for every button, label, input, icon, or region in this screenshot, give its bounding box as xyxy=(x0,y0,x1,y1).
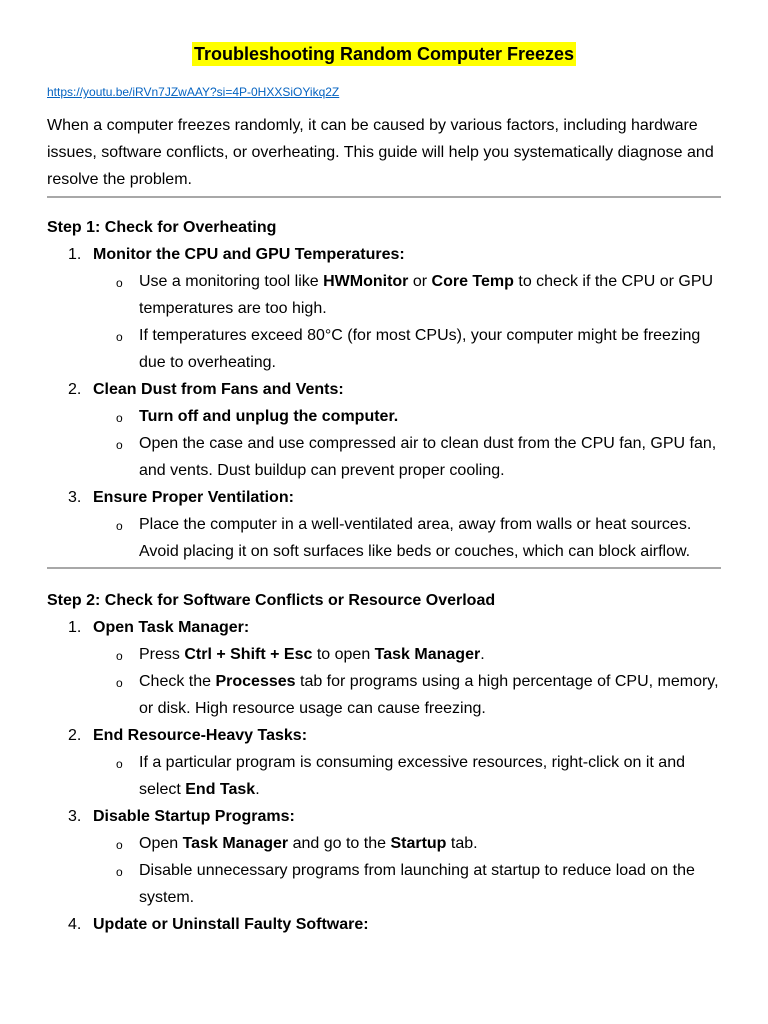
text-segment: If temperatures exceed 80°C (for most CPUs), your computer might be freezing due to overheating. xyxy=(139,327,701,371)
step2-item-4 xyxy=(0,911,768,938)
text-segment: If a particular program is consuming excessive resources, right-click on it and select xyxy=(139,754,685,798)
step1-list xyxy=(0,241,768,565)
title-container xyxy=(0,42,768,69)
text-segment: . xyxy=(255,781,260,798)
list-item xyxy=(0,268,768,322)
list-item xyxy=(0,749,768,803)
text-segment: to open xyxy=(312,646,375,663)
text-segment: Open the case and use compressed air to clean dust from the CPU fan, GPU fan, and vents. Dust buildup can prevent proper cooling. xyxy=(139,435,717,479)
bold-text: HWMonitor xyxy=(323,273,409,290)
list-item xyxy=(0,403,768,430)
text-segment: Open xyxy=(139,835,183,852)
video-link[interactable]: https://youtu.be/iRVn7JZwAAY?si=4P-0HXXSiOYikq2Z xyxy=(47,85,340,99)
text-segment: tab. xyxy=(446,835,478,852)
item-title: End Resource-Heavy Tasks: xyxy=(93,727,308,744)
step1-item-3 xyxy=(0,484,768,565)
bold-text: Task Manager xyxy=(374,646,481,663)
step1-heading: Step 1: Check for Overheating xyxy=(47,219,277,236)
item-number: 3. xyxy=(68,489,82,506)
bold-text: Turn off and unplug the computer. xyxy=(139,408,399,425)
text-segment: Press xyxy=(139,646,185,663)
item-number: 4. xyxy=(68,916,82,933)
step2-item-3 xyxy=(0,803,768,911)
intro-paragraph: When a computer freezes randomly, it can be caused by various factors, including hardware issues, software conflicts, or overheating. This guide will help you systematically diagnose and resolve the problem. xyxy=(47,117,714,188)
bold-text: Startup xyxy=(390,835,447,852)
bold-text: End Task xyxy=(185,781,256,798)
bullet-icon: o xyxy=(116,757,123,771)
list-item xyxy=(0,668,768,722)
bullet-icon: o xyxy=(116,676,123,690)
step1-item-2 xyxy=(0,376,768,484)
bullet-icon: o xyxy=(116,276,123,290)
step1-item-1 xyxy=(0,241,768,376)
item-title: Open Task Manager: xyxy=(93,619,250,636)
item-number: 1. xyxy=(68,246,82,263)
list-item xyxy=(0,857,768,911)
bullet-icon: o xyxy=(116,649,123,663)
item-title: Monitor the CPU and GPU Temperatures: xyxy=(93,246,405,263)
item-title: Ensure Proper Ventilation: xyxy=(93,489,294,506)
item-number: 1. xyxy=(68,619,82,636)
text-segment: Check the xyxy=(139,673,216,690)
step2-item-1 xyxy=(0,614,768,722)
bold-text: Core Temp xyxy=(431,273,514,290)
list-item xyxy=(0,511,768,565)
bullet-icon: o xyxy=(116,438,123,452)
text-segment: to check if the CPU or GPU temperatures are too high. xyxy=(139,273,714,317)
list-item xyxy=(0,641,768,668)
divider-1 xyxy=(47,196,721,198)
list-item xyxy=(0,430,768,484)
item-number: 3. xyxy=(68,808,82,825)
bullet-icon: o xyxy=(116,330,123,344)
list-item xyxy=(0,322,768,376)
text-segment: tab for programs using a high percentage of CPU, memory, or disk. High resource usage can cause freezing. xyxy=(139,673,719,717)
bullet-icon: o xyxy=(116,838,123,852)
text-segment: or xyxy=(408,273,432,290)
item-title: Clean Dust from Fans and Vents: xyxy=(93,381,344,398)
bullet-icon: o xyxy=(116,865,123,879)
text-segment: Disable unnecessary programs from launching at startup to reduce load on the system. xyxy=(139,862,695,906)
text-segment: Use a monitoring tool like xyxy=(139,273,324,290)
step2-item-2 xyxy=(0,722,768,803)
step2-list xyxy=(0,614,768,938)
bold-text: Ctrl + Shift + Esc xyxy=(184,646,313,663)
divider-2 xyxy=(47,567,721,569)
item-number: 2. xyxy=(68,381,82,398)
step2-heading: Step 2: Check for Software Conflicts or Resource Overload xyxy=(47,592,496,609)
bold-text: Processes xyxy=(215,673,296,690)
bold-text: Task Manager xyxy=(182,835,289,852)
bullet-icon: o xyxy=(116,519,123,533)
item-number: 2. xyxy=(68,727,82,744)
item-title: Disable Startup Programs: xyxy=(93,808,295,825)
bullet-icon: o xyxy=(116,411,123,425)
text-segment: . xyxy=(480,646,485,663)
text-segment: Place the computer in a well-ventilated area, away from walls or heat sources. Avoid placing it on soft surfaces like beds or couches, which can block airflow. xyxy=(139,516,692,560)
text-segment: and go to the xyxy=(288,835,391,852)
item-title: Update or Uninstall Faulty Software: xyxy=(93,916,369,933)
list-item xyxy=(0,830,768,857)
page-title: Troubleshooting Random Computer Freezes xyxy=(193,44,575,64)
